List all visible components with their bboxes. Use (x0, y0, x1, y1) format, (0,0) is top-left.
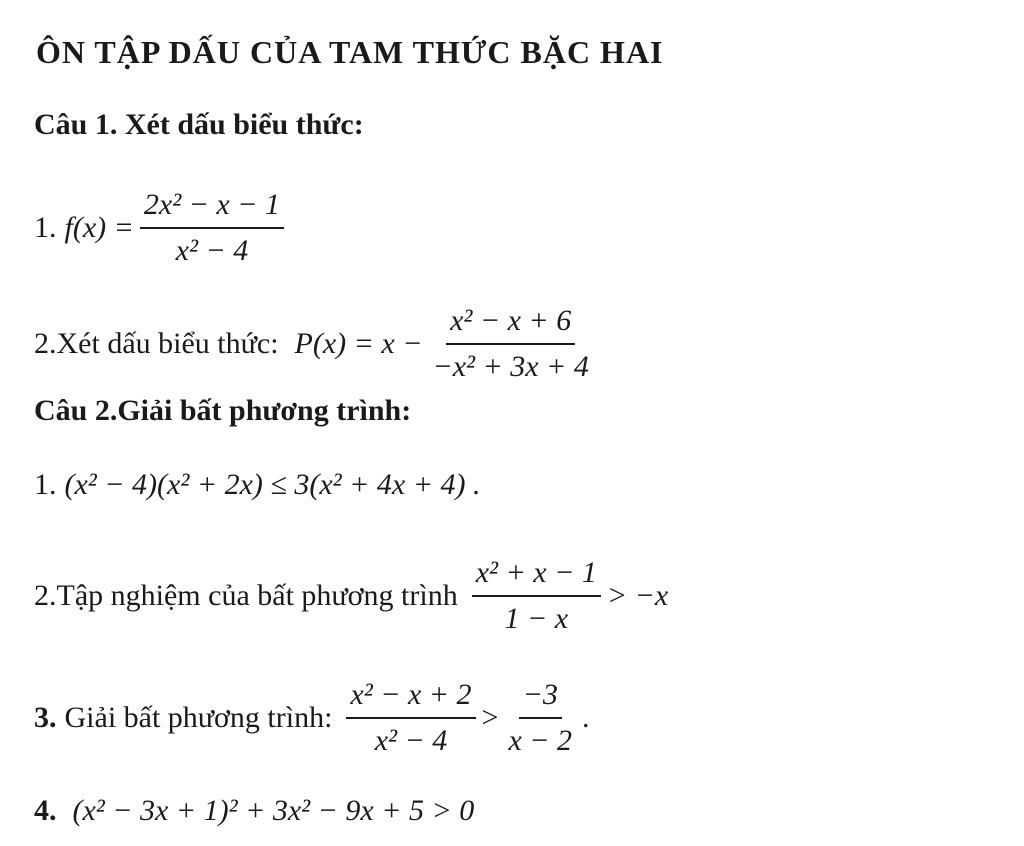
q2-item-3 (34, 676, 590, 759)
q2-item-2-fraction (472, 554, 601, 637)
q2-item-3-numerator-left: x² − x + 2 (346, 676, 475, 719)
q2-item-1-label: 1. (34, 468, 57, 501)
q1-item-1-fraction (140, 186, 284, 269)
q2-item-2-denominator: 1 − x (504, 601, 569, 635)
q2-item-3-fraction-right (504, 676, 576, 759)
q1-item-1 (34, 186, 290, 269)
q2-item-2-label: 2.Tập nghiệm của bất phương trình (34, 578, 458, 612)
q1-item-2-numerator: x² − x + 6 (446, 302, 575, 345)
q2-item-2-rhs: > −x (606, 578, 669, 612)
q2-item-3-text: Giải bất phương trình: (64, 700, 333, 734)
q1-item-1-numerator: 2x² − x − 1 (140, 186, 284, 229)
q1-item-2-denominator: −x² + 3x + 4 (432, 349, 589, 383)
q2-item-3-numerator-right: −3 (519, 676, 562, 719)
q1-item-1-lhs: f(x) = (64, 210, 134, 244)
q1-item-2-label: 2.Xét dấu biểu thức: (34, 326, 279, 360)
q1-item-2-fraction (428, 302, 592, 385)
q1-item-2 (34, 302, 599, 385)
q2-item-3-denominator-right: x − 2 (508, 723, 573, 757)
q2-item-3-denominator-left: x² − 4 (374, 723, 448, 757)
q2-item-2 (34, 554, 668, 637)
q2-item-1-expression: (x² − 4)(x² + 2x) ≤ 3(x² + 4x + 4) . (64, 468, 481, 501)
q2-item-4 (34, 794, 474, 828)
q2-item-4-expression: (x² − 3x + 1)² + 3x² − 9x + 5 > 0 (72, 794, 475, 827)
q2-item-4-label: 4. (34, 794, 57, 827)
question-2-heading: Câu 2.Giải bất phương trình: (34, 394, 412, 427)
q2-item-1 (34, 468, 480, 502)
q1-item-2-lhs: P(x) = x − (294, 326, 423, 360)
q2-item-3-operator: > (481, 700, 499, 734)
q2-item-3-label: 3. (34, 700, 57, 734)
q2-item-2-numerator: x² + x − 1 (472, 554, 601, 597)
q1-item-1-label: 1. (34, 210, 57, 244)
q2-item-3-fraction-left (346, 676, 475, 759)
question-1-heading: Câu 1. Xét dấu biểu thức: (34, 108, 364, 141)
q2-item-3-period: . (582, 700, 590, 734)
q1-item-1-denominator: x² − 4 (175, 233, 249, 267)
page-title: ÔN TẬP DẤU CỦA TAM THỨC BẶC HAI (36, 34, 664, 70)
